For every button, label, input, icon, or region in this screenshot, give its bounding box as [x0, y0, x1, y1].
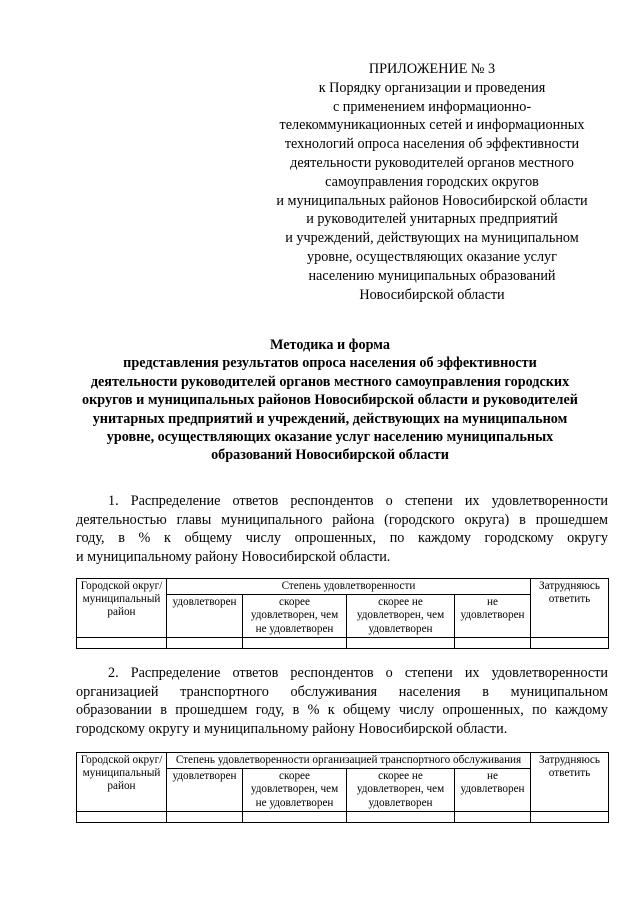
header-satisfaction: Степень удовлетворенности организацией транспортного обслуживания — [167, 753, 531, 769]
header-region: Городской округ/ муниципальный район — [77, 579, 167, 638]
appendix-block — [262, 60, 602, 304]
paragraph-line: 1. Распределение ответов респондентов о степени их удовлетворенности — [108, 493, 608, 509]
header-unsure: Затрудняюсь ответить — [531, 753, 609, 812]
appendix-line: деятельности руководителей органов местного — [290, 154, 574, 171]
header-unsatisfied: не удовлетворен — [455, 595, 531, 638]
table-cell — [243, 811, 347, 822]
header-rather-unsatisfied: скорее не удовлетворен, чем удовлетворен — [347, 769, 455, 812]
table-cell — [77, 637, 167, 648]
paragraph-line: и муниципальному району Новосибирской области. — [76, 548, 391, 565]
table-cell — [531, 637, 609, 648]
header-rather-satisfied: скорее удовлетворен, чем не удовлетворен — [243, 769, 347, 812]
table-cell — [167, 637, 243, 648]
table-cell — [531, 811, 609, 822]
table-cell — [455, 637, 531, 648]
title-line: унитарных предприятий и учреждений, действующих на муниципальном — [92, 410, 568, 427]
appendix-line: с применением информационно- — [332, 98, 532, 115]
appendix-line: технологий опроса населения об эффективности — [284, 136, 580, 153]
paragraph-line: 2. Распределение ответов респондентов о степени их удовлетворенности — [108, 665, 608, 681]
paragraph-line: городскому округу и муниципальному району Новосибирской области. — [76, 720, 508, 737]
table-cell — [347, 637, 455, 648]
header-region: Городской округ/ муниципальный район — [77, 753, 167, 812]
appendix-line: телекоммуникационных сетей и информационных — [279, 117, 585, 134]
title-line: представления результатов опроса населения об эффективности — [123, 355, 537, 372]
appendix-line: и руководителей унитарных предприятий — [306, 211, 558, 228]
section-1-paragraph — [76, 492, 608, 566]
paragraph-line: деятельностью главы муниципального района (городского округа) в прошедшем — [76, 511, 608, 528]
table-cell — [347, 811, 455, 822]
appendix-heading: ПРИЛОЖЕНИЕ № 3 — [368, 61, 496, 77]
table-row — [77, 637, 609, 648]
title-line: Методика и форма — [270, 337, 390, 353]
header-satisfaction: Степень удовлетворенности — [167, 579, 531, 595]
satisfaction-table-1 — [76, 578, 609, 649]
title-line: деятельности руководителей органов местного самоуправления городских — [90, 373, 570, 390]
table-row — [77, 811, 609, 822]
satisfaction-table-2 — [76, 752, 609, 823]
appendix-line: и муниципальных районов Новосибирской области — [276, 192, 588, 209]
appendix-line: к Порядку организации и проведения — [318, 79, 546, 96]
header-rather-satisfied: скорее удовлетворен, чем не удовлетворен — [243, 595, 347, 638]
appendix-line: самоуправления городских округов — [325, 173, 539, 190]
appendix-line: Новосибирской области — [359, 286, 505, 303]
header-unsatisfied: не удовлетворен — [455, 769, 531, 812]
title-line: образований Новосибирской области — [211, 447, 449, 464]
table-cell — [167, 811, 243, 822]
section-2-paragraph — [76, 664, 608, 738]
title-line: округов и муниципальных районов Новосибирской области и руководителей — [82, 392, 578, 409]
appendix-line: населению муниципальных образований — [308, 267, 556, 284]
appendix-line: уровне, осуществляющих оказание услуг — [307, 248, 557, 265]
paragraph-line: году, в % к общему числу опрошенных, по каждому городскому округу — [76, 530, 608, 547]
paragraph-line: организацией транспортного обслуживания населения в муниципальном — [76, 683, 608, 700]
table-cell — [243, 637, 347, 648]
document-title — [70, 336, 590, 465]
header-satisfied: удовлетворен — [167, 769, 243, 812]
appendix-line: и учреждений, действующих на муниципальном — [285, 230, 579, 247]
header-satisfied: удовлетворен — [167, 595, 243, 638]
paragraph-line: образовании в прошедшем году, в % к общему числу опрошенных, по каждому — [76, 702, 608, 719]
header-rather-unsatisfied: скорее не удовлетворен, чем удовлетворен — [347, 595, 455, 638]
table-cell — [77, 811, 167, 822]
table-cell — [455, 811, 531, 822]
header-unsure: Затрудняюсь ответить — [531, 579, 609, 638]
title-line: уровне, осуществляющих оказание услуг населению муниципальных — [106, 429, 554, 446]
